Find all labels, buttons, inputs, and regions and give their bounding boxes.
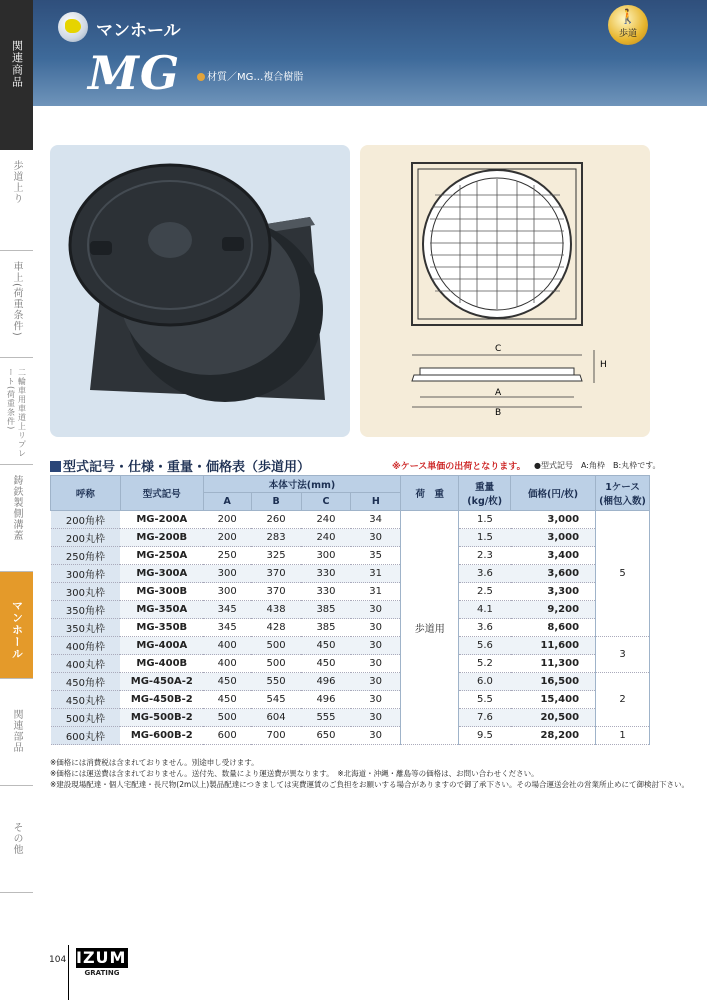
cell-c: 496 xyxy=(301,691,351,709)
cell-price: 3,000 xyxy=(511,529,596,547)
header-price: 価格(円/枚) xyxy=(511,476,596,511)
cell-case: 3 xyxy=(596,637,650,673)
cell-h: 30 xyxy=(351,637,401,655)
model-title: MG xyxy=(88,46,181,100)
cell-weight: 6.0 xyxy=(459,673,511,691)
technical-drawing xyxy=(360,145,650,437)
cell-a: 300 xyxy=(203,565,251,583)
logo-sub: GRATING xyxy=(84,969,120,977)
table-row xyxy=(51,655,650,673)
cell-price: 9,200 xyxy=(511,601,596,619)
side-tab-parts[interactable] xyxy=(0,679,33,786)
cell-weight: 3.6 xyxy=(459,619,511,637)
cell-weight: 2.3 xyxy=(459,547,511,565)
cell-weight: 9.5 xyxy=(459,727,511,745)
cell-a: 345 xyxy=(203,619,251,637)
header-dims: 本体寸法(mm) xyxy=(203,476,401,493)
header-model: 型式記号 xyxy=(120,476,203,511)
badge-label: 歩道 xyxy=(618,29,637,39)
cell-price: 3,300 xyxy=(511,583,596,601)
spec-price-table xyxy=(50,475,650,745)
cell-price: 11,600 xyxy=(511,637,596,655)
cell-a: 400 xyxy=(203,637,251,655)
cell-model: MG-350B xyxy=(120,619,203,637)
cell-b: 604 xyxy=(251,709,301,727)
cell-case: 2 xyxy=(596,673,650,727)
table-row xyxy=(51,511,650,529)
footnote: ※価格には運送費は含まれておりません。送付先、数量により運送費が異なります。 ※北海道・沖縄・離島等の価格は、お問い合わせください。 xyxy=(50,769,539,778)
cell-price: 28,200 xyxy=(511,727,596,745)
cell-name: 350角枠 xyxy=(51,601,121,619)
cell-name: 400丸枠 xyxy=(51,655,121,673)
cell-model: MG-200A xyxy=(120,511,203,529)
header-h: H xyxy=(351,493,401,511)
cell-a: 400 xyxy=(203,655,251,673)
cell-weight: 4.1 xyxy=(459,601,511,619)
cell-name: 450丸枠 xyxy=(51,691,121,709)
cell-weight: 1.5 xyxy=(459,511,511,529)
footnote: ※建設現場配達・個人宅配達・長尺物(2m以上)製品配達につきましては実費運賃のご負担をお願いする場合がありますので御了承下さい。その場合運送会社の営業所止めにて御検討下さい。 xyxy=(50,780,690,789)
header-b: B xyxy=(251,493,301,511)
cell-weight: 7.6 xyxy=(459,709,511,727)
cell-c: 650 xyxy=(301,727,351,745)
side-tab-plate[interactable] xyxy=(0,358,33,465)
cell-price: 15,400 xyxy=(511,691,596,709)
table-row xyxy=(51,619,650,637)
cell-a: 450 xyxy=(203,691,251,709)
pedestrian-icon: 🚶 xyxy=(619,9,637,25)
cell-price: 3,400 xyxy=(511,547,596,565)
header-name: 呼称 xyxy=(51,476,121,511)
cell-c: 330 xyxy=(301,565,351,583)
side-tab-related[interactable] xyxy=(0,0,33,150)
cell-name: 300丸枠 xyxy=(51,583,121,601)
table-row xyxy=(51,529,650,547)
cell-b: 428 xyxy=(251,619,301,637)
cell-a: 450 xyxy=(203,673,251,691)
cell-model: MG-450A-2 xyxy=(120,673,203,691)
cell-c: 450 xyxy=(301,655,351,673)
table-row xyxy=(51,709,650,727)
cell-c: 450 xyxy=(301,637,351,655)
header-weight: 重量 (kg/枚) xyxy=(459,476,511,511)
cell-h: 31 xyxy=(351,565,401,583)
section-marker-icon xyxy=(50,461,61,472)
cell-c: 385 xyxy=(301,619,351,637)
side-tab-label: その他 xyxy=(11,822,22,855)
table-row xyxy=(51,601,650,619)
side-tab-label: 車上(荷重条件) xyxy=(11,261,22,337)
side-nav xyxy=(0,0,33,1000)
cell-weight: 1.5 xyxy=(459,529,511,547)
product-photo xyxy=(50,145,350,437)
cell-weight: 5.5 xyxy=(459,691,511,709)
section-title-text: 型式記号・仕様・重量・価格表（歩道用） xyxy=(63,460,311,475)
cell-b: 370 xyxy=(251,583,301,601)
cell-b: 550 xyxy=(251,673,301,691)
cell-price: 11,300 xyxy=(511,655,596,673)
side-tab-label: 関連部品 xyxy=(11,709,22,753)
cell-h: 35 xyxy=(351,547,401,565)
divider xyxy=(68,945,69,1000)
cell-name: 300角枠 xyxy=(51,565,121,583)
cell-load: 歩道用 xyxy=(401,511,459,745)
cell-h: 30 xyxy=(351,529,401,547)
side-tab-walkway[interactable] xyxy=(0,150,33,251)
table-row xyxy=(51,547,650,565)
table-row xyxy=(51,637,650,655)
side-tab-manhole[interactable] xyxy=(0,572,33,679)
side-tab-label: 二輪車用車道上リプレート(荷重条件) xyxy=(6,368,27,458)
cell-price: 20,500 xyxy=(511,709,596,727)
cell-b: 500 xyxy=(251,655,301,673)
cell-a: 200 xyxy=(203,511,251,529)
logo-word: IZUMI xyxy=(76,948,134,967)
cell-price: 16,500 xyxy=(511,673,596,691)
dim-b-label: B xyxy=(495,408,502,418)
side-tab-other[interactable] xyxy=(0,786,33,893)
cell-h: 31 xyxy=(351,583,401,601)
legend-note: ●型式記号 A:角枠 B:丸枠です。 xyxy=(534,461,661,470)
cell-h: 30 xyxy=(351,601,401,619)
cell-a: 300 xyxy=(203,583,251,601)
company-logo xyxy=(76,948,134,980)
cell-c: 555 xyxy=(301,709,351,727)
cell-weight: 3.6 xyxy=(459,565,511,583)
cell-model: MG-300A xyxy=(120,565,203,583)
cell-weight: 5.2 xyxy=(459,655,511,673)
cell-h: 30 xyxy=(351,709,401,727)
category-title: マンホール xyxy=(96,21,181,41)
cell-a: 500 xyxy=(203,709,251,727)
cell-b: 700 xyxy=(251,727,301,745)
cell-h: 30 xyxy=(351,691,401,709)
bullet-icon xyxy=(197,73,205,81)
material-note xyxy=(197,68,303,83)
cell-name: 600丸枠 xyxy=(51,727,121,745)
side-tab-castiron[interactable] xyxy=(0,465,33,572)
header-a: A xyxy=(203,493,251,511)
product-icon xyxy=(58,12,88,42)
cell-name: 450角枠 xyxy=(51,673,121,691)
cell-model: MG-600B-2 xyxy=(120,727,203,745)
cell-a: 250 xyxy=(203,547,251,565)
case-note: ※ケース単価の出荷となります。 xyxy=(392,462,526,472)
cell-h: 30 xyxy=(351,655,401,673)
cell-name: 400角枠 xyxy=(51,637,121,655)
cell-price: 3,000 xyxy=(511,511,596,529)
cell-name: 200角枠 xyxy=(51,511,121,529)
cell-h: 30 xyxy=(351,619,401,637)
cell-model: MG-250A xyxy=(120,547,203,565)
cell-weight: 5.6 xyxy=(459,637,511,655)
cell-c: 240 xyxy=(301,511,351,529)
table-row xyxy=(51,673,650,691)
cell-model: MG-400A xyxy=(120,637,203,655)
cell-c: 300 xyxy=(301,547,351,565)
footnotes xyxy=(50,757,689,790)
cell-b: 370 xyxy=(251,565,301,583)
side-tab-roadway[interactable] xyxy=(0,251,33,358)
table-row xyxy=(51,727,650,745)
cell-b: 545 xyxy=(251,691,301,709)
cell-b: 260 xyxy=(251,511,301,529)
cell-model: MG-300B xyxy=(120,583,203,601)
side-tab-label: 鋳鉄製側溝蓋 xyxy=(11,475,22,541)
cell-c: 240 xyxy=(301,529,351,547)
footnote: ※価格には消費税は含まれておりません。別途申し受けます。 xyxy=(50,758,259,767)
cell-h: 30 xyxy=(351,673,401,691)
dim-c-label: C xyxy=(495,344,502,354)
cell-model: MG-450B-2 xyxy=(120,691,203,709)
cell-c: 496 xyxy=(301,673,351,691)
cell-name: 250角枠 xyxy=(51,547,121,565)
page-header xyxy=(0,0,707,106)
cell-model: MG-200B xyxy=(120,529,203,547)
side-tab-label: 関連商品 xyxy=(10,40,24,88)
side-tab-label: 歩道上り xyxy=(11,160,22,204)
dim-a-label: A xyxy=(495,388,502,398)
header-load: 荷 重 xyxy=(401,476,459,511)
cell-price: 8,600 xyxy=(511,619,596,637)
cell-b: 283 xyxy=(251,529,301,547)
cell-price: 3,600 xyxy=(511,565,596,583)
cell-model: MG-350A xyxy=(120,601,203,619)
side-tab-label: マンホール xyxy=(10,600,24,660)
cell-name: 350丸枠 xyxy=(51,619,121,637)
table-row xyxy=(51,691,650,709)
page-number: 104 xyxy=(49,955,67,965)
cell-weight: 2.5 xyxy=(459,583,511,601)
material-text: 材質／MG…複合樹脂 xyxy=(207,72,304,83)
table-row xyxy=(51,565,650,583)
cell-a: 345 xyxy=(203,601,251,619)
section-title xyxy=(50,456,310,475)
cell-h: 34 xyxy=(351,511,401,529)
cell-c: 385 xyxy=(301,601,351,619)
cell-a: 600 xyxy=(203,727,251,745)
cell-model: MG-500B-2 xyxy=(120,709,203,727)
cell-name: 200丸枠 xyxy=(51,529,121,547)
cell-a: 200 xyxy=(203,529,251,547)
cell-name: 500丸枠 xyxy=(51,709,121,727)
cell-case: 5 xyxy=(596,511,650,637)
header-case: 1ケース (梱包入数) xyxy=(596,476,650,511)
cell-b: 325 xyxy=(251,547,301,565)
cell-case: 1 xyxy=(596,727,650,745)
cell-b: 438 xyxy=(251,601,301,619)
cell-b: 500 xyxy=(251,637,301,655)
header-c: C xyxy=(301,493,351,511)
walkway-badge xyxy=(608,5,648,45)
cell-model: MG-400B xyxy=(120,655,203,673)
table-row xyxy=(51,583,650,601)
cell-c: 330 xyxy=(301,583,351,601)
dim-h-label: H xyxy=(600,360,607,370)
cell-h: 30 xyxy=(351,727,401,745)
